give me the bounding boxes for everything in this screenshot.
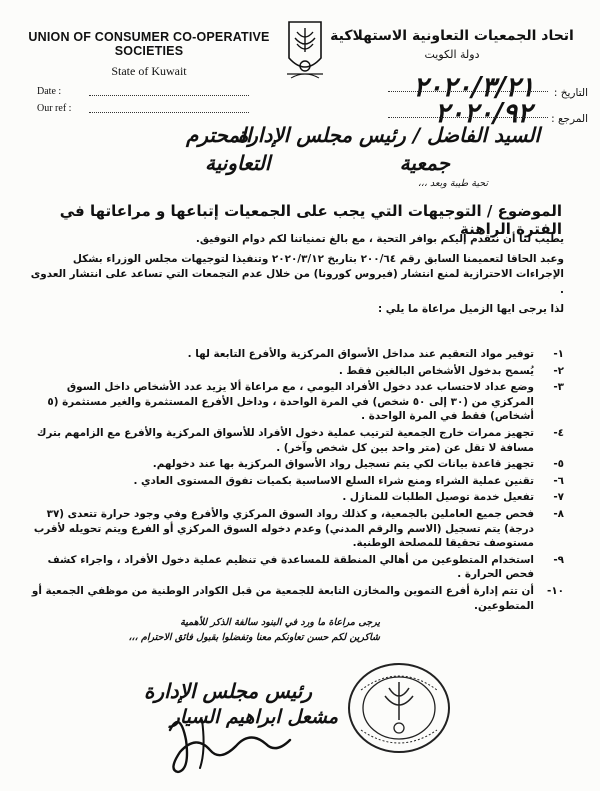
list-item	[24, 347, 564, 362]
addressee-cooperative: التعاونية	[205, 151, 271, 175]
date-label-ar: التاريخ :	[553, 87, 588, 99]
list-item	[24, 507, 564, 551]
addressee-honorific: المحترم	[186, 123, 252, 147]
ref-value: ٢٠٢٠/٩٢	[434, 98, 532, 129]
addressee-line1: السيد الفاضل / رئيس مجلس الإدارة	[237, 123, 540, 147]
list-item	[24, 380, 564, 424]
intro-text	[24, 232, 564, 322]
item-number: ١٠-	[546, 584, 564, 597]
item-number: ٨-	[553, 507, 564, 520]
item-text: يُسمح بدخول الأشخاص البالغين فقط .	[338, 364, 534, 377]
signature-title: رئيس مجلس الإدارة	[144, 679, 312, 703]
official-stamp-icon	[345, 660, 453, 758]
org-name-ar: اتحاد الجمعيات التعاونية الاستهلاكية	[330, 28, 574, 44]
ref-field-en	[37, 103, 71, 114]
item-text: استخدام المتطوعين من أهالي المنطقة للمساعدة في تنظيم عملية دخول الأفراد ، واجراء كشف فحص الحرارة .	[47, 553, 534, 581]
subject-line: الموضوع / التوجيهات التي يجب على الجمعيات إتباعها و مراعاتها في الفترة الراهنة	[59, 202, 562, 238]
intro-paragraph: وعبد الحاقا لتعميمنا السابق رقم ٢٠٠/٦٤ بتاريخ ٢٠٢٠/٣/١٢ وتنفيذا لتوجيهات مجلس الوزراء بشكل الإجراءات الاحترازية لمنع انتشار (فيروس كورونا) من خلال عدم التجمعات التي تساعد على انتشار العدوى .	[30, 252, 564, 296]
item-number: ٦-	[553, 474, 564, 487]
ref-label-ar: المرجع :	[551, 113, 588, 125]
closing-line1: يرجى مراعاة ما ورد في البنود سالفة الذكر للأهمية	[180, 617, 380, 628]
item-text: تجهيز ممرات خارج الجمعية لترتيب عملية دخول الأفراد للأسواق المركزية والأفرع مع الزامهم بترك مسافة لا تقل عن (متر واحد بين كل شخص وآخر) .	[36, 426, 534, 454]
state-name-en: State of Kuwait	[111, 64, 187, 78]
list-item	[24, 474, 564, 489]
greeting: تحية طيبة وبعد ،،،	[417, 178, 488, 189]
item-number: ٤-	[553, 426, 564, 439]
letterhead-arabic	[322, 28, 582, 61]
list-item	[24, 553, 564, 582]
list-item	[24, 426, 564, 455]
item-text: توفير مواد التعقيم عند مداخل الأسواق المركزية والأفرع التابعة لها .	[187, 348, 534, 360]
union-logo-icon	[283, 18, 327, 80]
date-field-en	[37, 86, 61, 97]
ref-label-en: Our ref :	[37, 103, 72, 114]
instructions-list	[24, 347, 564, 615]
intro-paragraph: لذا يرجى ايها الزميل مراعاة ما يلي :	[378, 303, 564, 315]
item-number: ٥-	[553, 458, 564, 471]
signature-name: مشعل ابراهيم السيار	[170, 706, 338, 728]
date-label-en: Date :	[37, 86, 62, 97]
list-item	[24, 584, 564, 613]
addressee-society: جمعية	[399, 151, 450, 175]
item-text: وضع عداد لاحتساب عدد دخول الأفراد اليومي ، مع مراعاة ألا يزيد عدد الأشخاص داخل السوق المركزي من (٣٠ إلى ٥٠ شخص) في المرة الواحدة ، وداخل الأفرع المستثمرة والغير مستثمرة (٥ أشخاص) فقط في المرة الواحدة .	[47, 381, 534, 423]
list-item	[24, 364, 564, 379]
date-value: ٢٠٢٠/٣/٢١	[413, 72, 535, 103]
intro-paragraph: يطيب لنا أن نتقدم إليكم بوافر التحية ، مع بالغ تمنياتنا لكم دوام التوفيق.	[195, 233, 564, 245]
item-text: تجهيز قاعدة بيانات لكي يتم تسجيل رواد الأسواق المركزية بها عند دخولهم.	[152, 458, 534, 471]
state-name-ar: دولة الكويت	[424, 48, 480, 61]
item-number: ١-	[553, 348, 564, 360]
closing-line2: شاكرين لكم حسن تعاونكم معنا وتفضلوا بقبول فائق الاحترام ،،،	[128, 632, 380, 643]
list-item	[24, 490, 564, 505]
list-item	[24, 457, 564, 472]
item-number: ٩-	[553, 553, 564, 566]
handwritten-signature-icon	[150, 700, 300, 780]
item-text: فحص جميع العاملين بالجمعية، و كذلك رواد السوق المركزي والأفرع وفي وجود حرارة تتعدى (٣٧ درجة) يتم تسجيل (الاسم والرقم المدني) وعدم دخوله السوق المركزي أو الفرع ويتم تحويله لأقرب مستوصف تحقيقا للمصلحة الوطنية.	[33, 507, 534, 550]
item-text: تقنين عملية الشراء ومنع شراء السلع الاساسية بكميات تفوق المستوى العادي .	[133, 474, 534, 487]
org-name-en: UNION OF CONSUMER CO-OPERATIVE SOCIETIES	[28, 30, 270, 58]
item-text: أن تتم إدارة أفرع التموين والمخازن التابعة للجمعية من قبل الكوادر الوطنية من موظفي الجمعية أو المتطوعين.	[31, 584, 534, 612]
item-number: ٧-	[553, 491, 564, 504]
item-number: ٢-	[553, 364, 564, 377]
item-text: تفعيل خدمة توصيل الطلبات للمنازل .	[342, 491, 534, 504]
letterhead-english	[14, 30, 284, 79]
item-number: ٣-	[553, 381, 564, 394]
